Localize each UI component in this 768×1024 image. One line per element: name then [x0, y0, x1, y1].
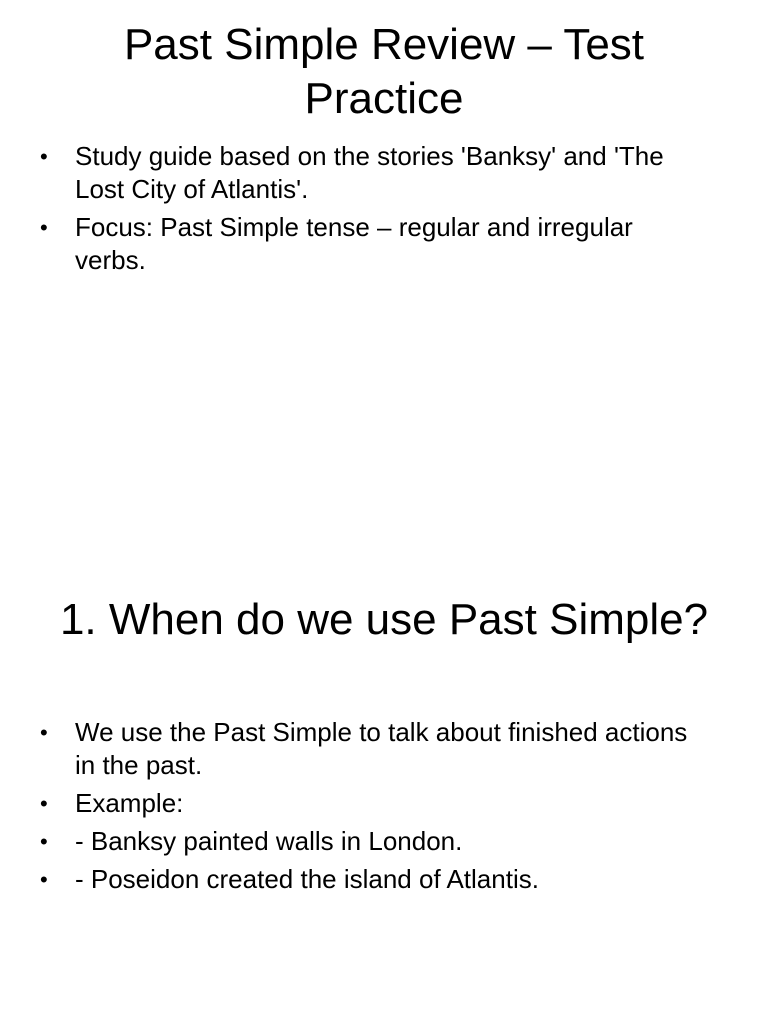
bullet-icon: •: [40, 829, 48, 854]
slide-title: Past Simple Review – Test Practice: [123, 20, 645, 123]
bullet-list: [40, 140, 710, 282]
bullet-text: - Poseidon created the island of Atlantis.: [75, 864, 539, 894]
bullet-item: [40, 787, 710, 820]
bullet-text: We use the Past Simple to talk about finished actions in the past.: [75, 717, 688, 780]
bullet-item: [40, 140, 710, 206]
bullet-text: Focus: Past Simple tense – regular and irregular verbs.: [75, 212, 633, 275]
bullet-item: [40, 825, 710, 858]
bullet-text: Example:: [75, 788, 184, 818]
bullet-item: [40, 716, 710, 782]
bullet-item: [40, 211, 710, 277]
bullet-item: [40, 863, 710, 896]
bullet-icon: •: [40, 215, 48, 240]
bullet-icon: •: [40, 791, 48, 816]
bullet-icon: •: [40, 867, 48, 892]
bullet-list: [40, 716, 710, 901]
slide-title: 1. When do we use Past Simple?: [59, 595, 709, 644]
bullet-icon: •: [40, 720, 48, 745]
slide-2: [0, 576, 768, 1024]
bullet-text: - Banksy painted walls in London.: [75, 826, 463, 856]
bullet-icon: •: [40, 144, 48, 169]
bullet-text: Study guide based on the stories 'Banksy' and 'The Lost City of Atlantis'.: [75, 141, 664, 204]
